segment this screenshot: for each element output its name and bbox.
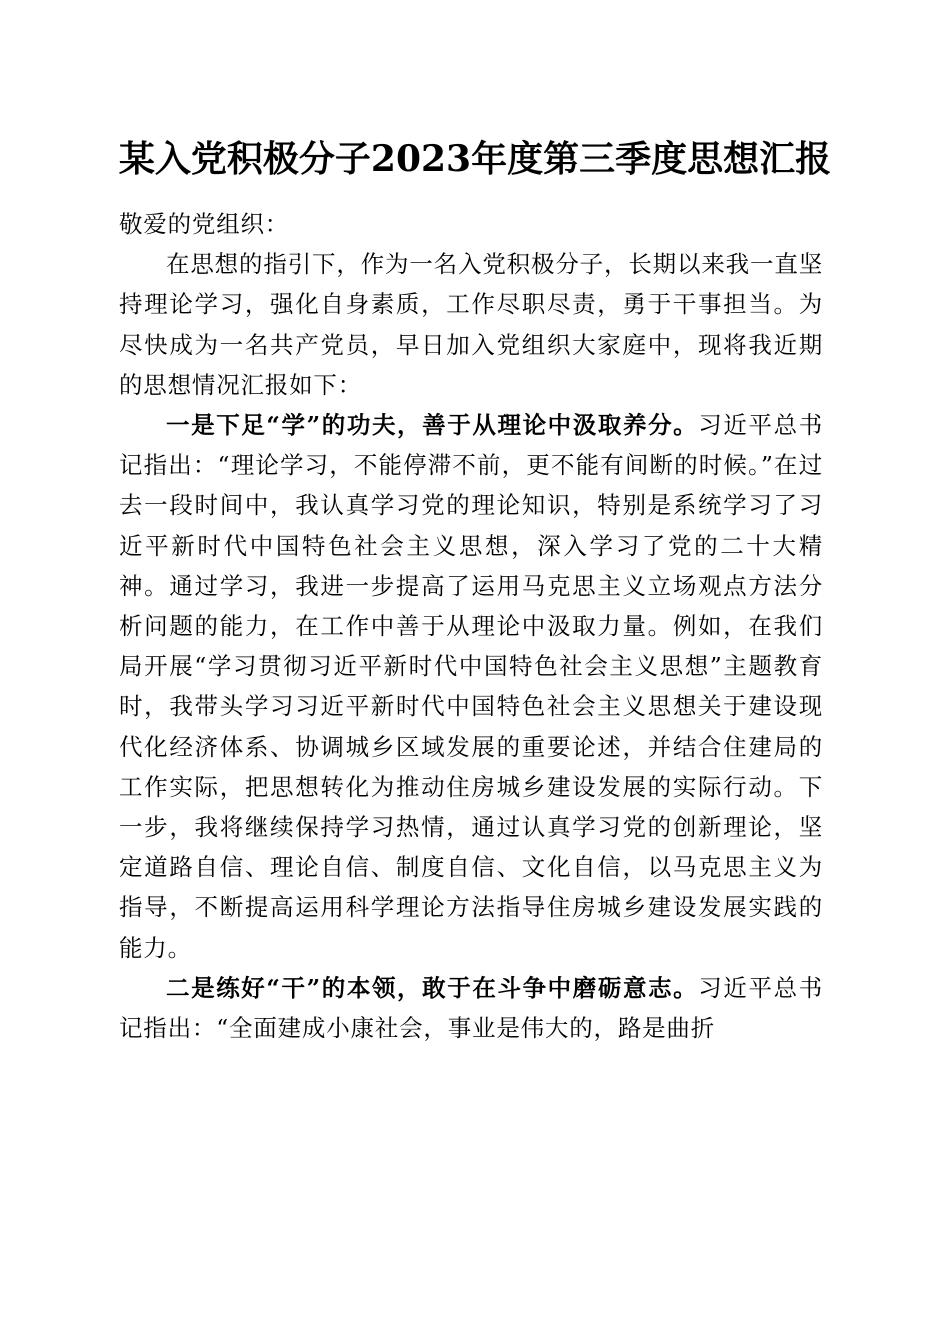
paragraph-intro-text: 在思想的指引下，作为一名入党积极分子，长期以来我一直坚持理论学习，强化自身素质，工作尽职尽责，勇于干事担当。为尽快成为一名共产党员，早日加入党组织大家庭中，现将我近期的思想情况汇报如下： [119, 250, 823, 399]
paragraph-work-lead: 二是练好“干”的本领，敢于在斗争中磨砺意志。 [166, 973, 699, 1002]
paragraph-study [119, 405, 823, 968]
paragraph-work-text: 习近平总书记指出：“全面建成小康社会，事业是伟大的，路是曲折 [119, 973, 824, 1043]
paragraph-work [119, 968, 823, 1048]
paragraph-study-lead: 一是下足“学”的功夫，善于从理论中汲取养分。 [166, 411, 699, 440]
paragraph-study-text: 习近平总书记指出：“理论学习，不能停滞不前，更不能有间断的时候。”在过去一段时间中，我认真学习党的理论知识，特别是系统学习了习近平新时代中国特色社会主义思想，深入学习了党的二十大精神。通过学习，我进一步提高了运用马克思主义立场观点方法分析问题的能力，在工作中善于从理论中汲取力量。例如，在我们局开展“学习贯彻习近平新时代中国特色社会主义思想”主题教育时，我带头学习习近平新时代中国特色社会主义思想关于建设现代化经济体系、协调城乡区域发展的重要论述，并结合住建局的工作实际，把思想转化为推动住房城乡建设发展的实际行动。下一步，我将继续保持学习热情，通过认真学习党的创新理论，坚定道路自信、理论自信、制度自信、文化自信，以马克思主义为指导，不断提高运用科学理论方法指导住房城乡建设发展实践的能力。 [119, 411, 824, 962]
paragraph-intro [119, 244, 823, 405]
document-title: 某入党积极分子2023年度第三季度思想汇报 [118, 138, 832, 180]
salutation: 敬爱的党组织： [119, 210, 290, 238]
document-body [119, 204, 823, 1048]
